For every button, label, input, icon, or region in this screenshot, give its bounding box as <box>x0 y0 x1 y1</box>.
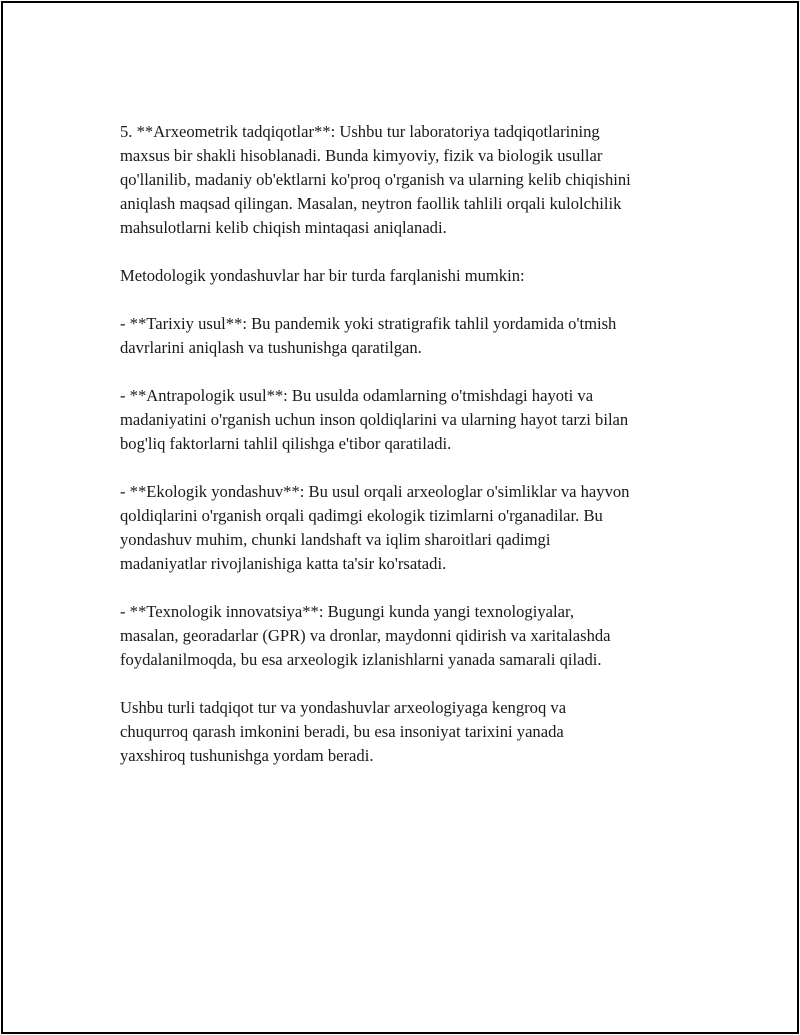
text-line: madaniyatini o'rganish uchun inson qoldiqlarini va ularning hayot tarzi bilan <box>120 410 629 429</box>
text-line: bog'liq faktorlarni tahlil qilishga e'tibor qaratiladi. <box>120 434 452 453</box>
paragraph-arxeometrik <box>120 120 720 240</box>
text-line: masalan, georadarlar (GPR) va dronlar, maydonni qidirish va xaritalashda <box>120 626 611 645</box>
text-line: - **Ekologik yondashuv**: Bu usul orqali arxeologlar o'simliklar va hayvon <box>120 482 630 501</box>
text-line: davrlarini aniqlash va tushunishga qaratilgan. <box>120 338 422 357</box>
text-line: qo'llanilib, madaniy ob'ektlarni ko'proq o'rganish va ularning kelib chiqishini <box>120 170 631 189</box>
text-line: - **Texnologik innovatsiya**: Bugungi kunda yangi texnologiyalar, <box>120 602 574 621</box>
text-line: yaxshiroq tushunishga yordam beradi. <box>120 746 374 765</box>
text-line: mahsulotlarni kelib chiqish mintaqasi aniqlanadi. <box>120 218 447 237</box>
paragraph-conclusion <box>120 696 720 768</box>
text-line: qoldiqlarini o'rganish orqali qadimgi ekologik tizimlarni o'rganadilar. Bu <box>120 506 603 525</box>
paragraph-tarixiy-usul <box>120 312 720 360</box>
text-line: Ushbu turli tadqiqot tur va yondashuvlar arxeologiyaga kengroq va <box>120 698 567 717</box>
text-line: yondashuv muhim, chunki landshaft va iqlim sharoitlari qadimgi <box>120 530 551 549</box>
text-line: maxsus bir shakli hisoblanadi. Bunda kimyoviy, fizik va biologik usullar <box>120 146 603 165</box>
text-line: Metodologik yondashuvlar har bir turda farqlanishi mumkin: <box>120 266 525 285</box>
document-body <box>120 120 720 792</box>
paragraph-ekologik-yondashuv <box>120 480 720 576</box>
page-frame <box>1 1 799 1034</box>
text-line: 5. **Arxeometrik tadqiqotlar**: Ushbu tur laboratoriya tadqiqotlarining <box>120 122 600 141</box>
paragraph-antrapologik-usul <box>120 384 720 456</box>
paragraph-texnologik-innovatsiya <box>120 600 720 672</box>
text-line: - **Tarixiy usul**: Bu pandemik yoki stratigrafik tahlil yordamida o'tmish <box>120 314 617 333</box>
text-line: - **Antrapologik usul**: Bu usulda odamlarning o'tmishdagi hayoti va <box>120 386 594 405</box>
text-line: foydalanilmoqda, bu esa arxeologik izlanishlarni yanada samarali qiladi. <box>120 650 602 669</box>
text-line: madaniyatlar rivojlanishiga katta ta'sir ko'rsatadi. <box>120 554 447 573</box>
paragraph-metodologik-intro <box>120 264 720 288</box>
text-line: aniqlash maqsad qilingan. Masalan, neytron faollik tahlili orqali kulolchilik <box>120 194 622 213</box>
text-line: chuqurroq qarash imkonini beradi, bu esa insoniyat tarixini yanada <box>120 722 564 741</box>
